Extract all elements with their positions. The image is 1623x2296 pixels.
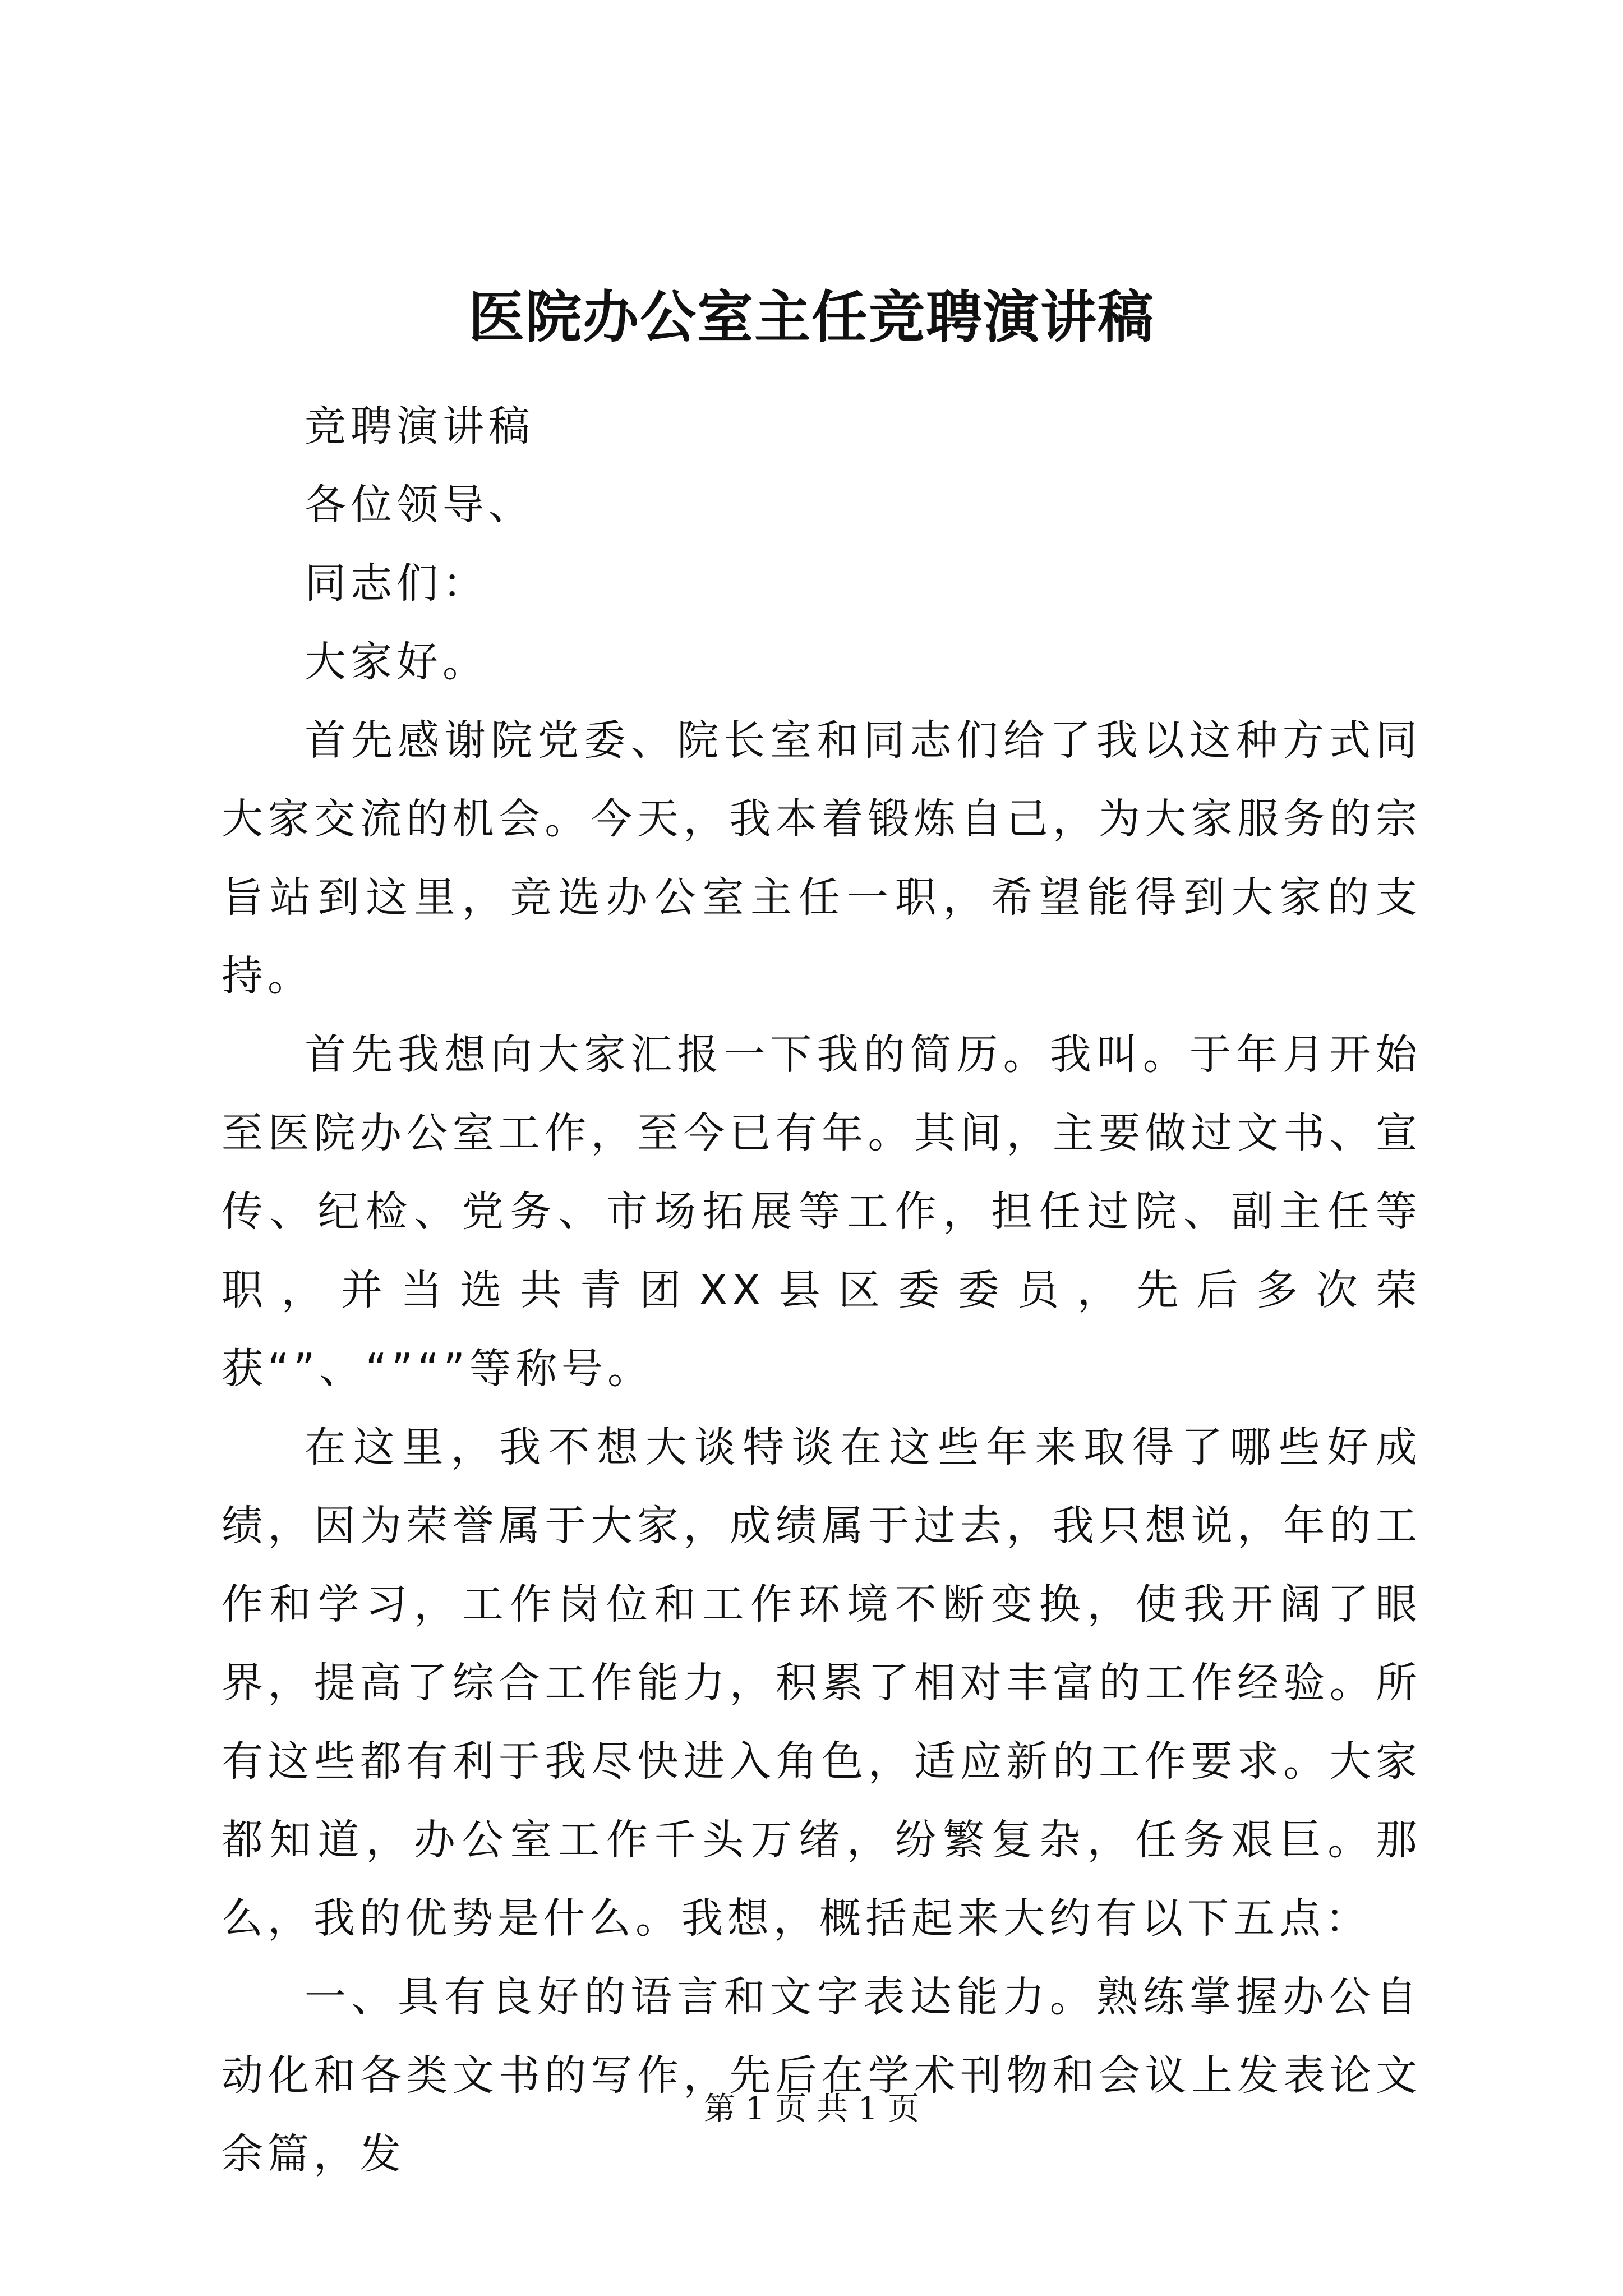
page-number-footer: 第 1 页 共 1 页 xyxy=(703,2091,920,2127)
paragraph: 首先感谢院党委、院长室和同志们给了我以这种方式同大家交流的机会。今天，我本着锻炼自己，为大家服务的宗旨站到这里，竞选办公室主任一职，希望能得到大家的支持。 xyxy=(222,716,1422,1000)
paragraph: 在这里，我不想大谈特谈在这些年来取得了哪些好成绩，因为荣誉属于大家，成绩属于过去，我只想说，年的工作和学习，工作岗位和工作环境不断变换，使我开阔了眼界，提高了综合工作能力，积累了相对丰富的工作经验。所有这些都有利于我尽快进入角色，适应新的工作要求。大家都知道，办公室工作千头万绪，纷繁复杂，任务艰巨。那么，我的优势是什么。我想，概括起来大约有以下五点： xyxy=(222,1423,1422,1943)
paragraph: 竞聘演讲稿 xyxy=(305,402,534,450)
document-title: 医院办公室主任竞聘演讲稿 xyxy=(468,284,1155,350)
paragraph: 一、具有良好的语言和文字表达能力。熟练掌握办公自动化和各类文书的写作，先后在学术刊物和会议上发表论文余篇，发 xyxy=(222,1973,1422,2178)
paragraph: 首先我想向大家汇报一下我的简历。我叫。于年月开始至医院办公室工作，至今已有年。其间，主要做过文书、宣传、纪检、党务、市场拓展等工作，担任过院、副主任等职，并当选共青团XX县区委委员，先后多次荣获“”、“”“”等称号。 xyxy=(222,1030,1422,1393)
paragraph: 各位领导、 xyxy=(305,481,534,529)
paragraph: 大家好。 xyxy=(305,638,488,686)
document-body xyxy=(222,387,1422,2193)
paragraph: 同志们： xyxy=(305,559,488,608)
